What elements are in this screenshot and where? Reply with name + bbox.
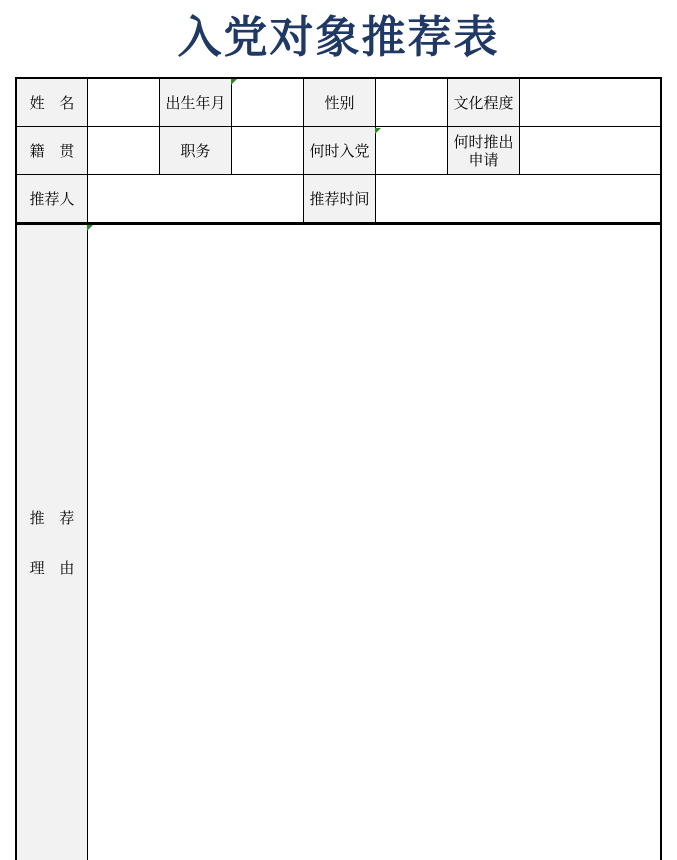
recommend-time-label: 推荐时间 [304, 175, 376, 223]
recommender-field[interactable] [88, 175, 304, 223]
apply-time-field[interactable] [520, 127, 662, 175]
position-label: 职务 [160, 127, 232, 175]
comment-marker-icon [87, 225, 93, 231]
birth-date-field[interactable] [232, 78, 304, 127]
position-field[interactable] [232, 127, 304, 175]
gender-field[interactable] [376, 78, 448, 127]
native-place-label: 籍 贯 [16, 127, 88, 175]
name-field[interactable] [88, 78, 160, 127]
comment-marker-icon [375, 128, 381, 134]
reason-label-line2: 理 由 [29, 558, 75, 577]
join-time-label: 何时入党 [304, 127, 376, 175]
apply-time-label-line2: 申请 [468, 150, 499, 169]
form-frame-left [15, 77, 17, 860]
apply-time-label [448, 127, 520, 175]
join-time-field[interactable] [376, 127, 448, 175]
reason-field[interactable] [88, 223, 662, 860]
apply-time-label-line1: 何时推出 [453, 132, 514, 151]
education-label: 文化程度 [448, 78, 520, 127]
reason-label-line1: 推 荐 [29, 508, 75, 527]
name-label: 姓 名 [16, 78, 88, 127]
form-title: 入党对象推荐表 [177, 12, 500, 63]
native-place-field[interactable] [88, 127, 160, 175]
reason-label [16, 223, 88, 860]
education-field[interactable] [520, 78, 662, 127]
recommend-time-field[interactable] [376, 175, 662, 223]
comment-marker-icon [231, 79, 237, 85]
birth-date-label: 出生年月 [160, 78, 232, 127]
form-frame-right [660, 77, 662, 860]
gender-label: 性别 [304, 78, 376, 127]
recommender-label: 推荐人 [16, 175, 88, 223]
